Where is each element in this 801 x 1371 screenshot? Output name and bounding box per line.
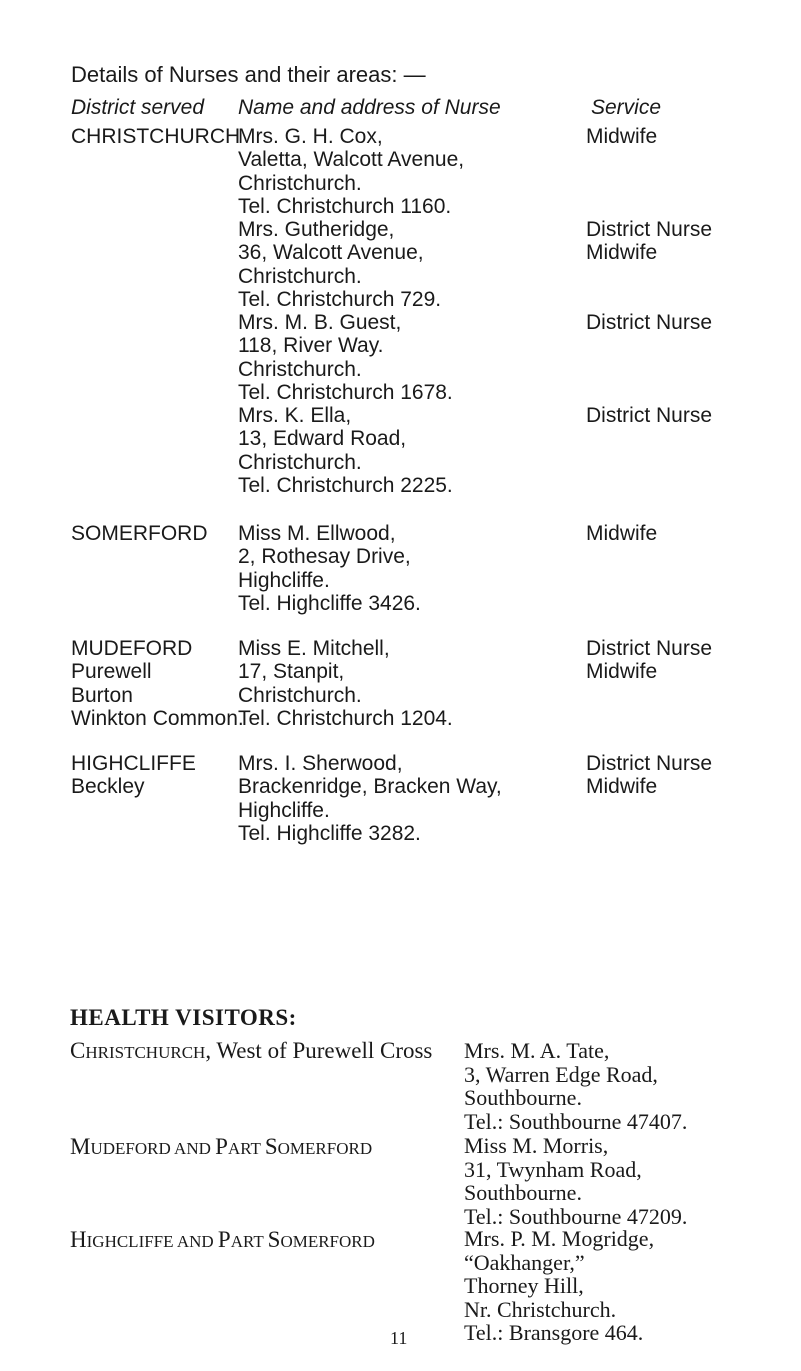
district-served: MUDEFORD Purewell Burton Winkton Common. bbox=[71, 637, 244, 730]
nurse-address: Mrs. K. Ella, 13, Edward Road, Christchurch. Tel. Christchurch 2225. bbox=[238, 404, 453, 497]
service: Midwife bbox=[586, 522, 658, 545]
column-header-service: Service bbox=[591, 96, 662, 119]
nurse-address: Miss M. Ellwood, 2, Rothesay Drive, Highcliffe. Tel. Highcliffe 3426. bbox=[238, 522, 421, 615]
health-visitor-address: Mrs. P. M. Mogridge, “Oakhanger,” Thorney Hill, Nr. Christchurch. Tel.: Bransgore 464. bbox=[464, 1226, 655, 1345]
health-visitor-area: MUDEFORD AND PART SOMERFORD bbox=[70, 1134, 373, 1159]
page-number: 11 bbox=[390, 1328, 408, 1348]
service: District Nurse Midwife bbox=[586, 218, 713, 265]
health-visitor-area: CHRISTCHURCH, West of Purewell Cross bbox=[70, 1038, 433, 1063]
service: District Nurse Midwife bbox=[586, 637, 713, 684]
service: District Nurse bbox=[586, 311, 713, 334]
column-header-nurse: Name and address of Nurse bbox=[238, 96, 501, 119]
nurse-address: Mrs. M. B. Guest, 118, River Way. Christchurch. Tel. Christchurch 1678. bbox=[238, 311, 453, 404]
nurse-address: Miss E. Mitchell, 17, Stanpit, Christchurch. Tel. Christchurch 1204. bbox=[238, 637, 453, 730]
service: District Nurse bbox=[586, 404, 713, 427]
health-visitor-address: Mrs. M. A. Tate, 3, Warren Edge Road, Southbourne. Tel.: Southbourne 47407. bbox=[464, 1038, 688, 1134]
health-visitor-address: Miss M. Morris, 31, Twynham Road, Southbourne. Tel.: Southbourne 47209. bbox=[464, 1133, 688, 1229]
district-served: SOMERFORD bbox=[71, 522, 208, 545]
service: District Nurse Midwife bbox=[586, 752, 713, 799]
health-visitors-title: HEALTH VISITORS: bbox=[70, 1005, 297, 1030]
nurse-address: Mrs. Gutheridge, 36, Walcott Avenue, Christchurch. Tel. Christchurch 729. bbox=[238, 218, 442, 311]
health-visitor-area: HIGHCLIFFE AND PART SOMERFORD bbox=[70, 1227, 375, 1252]
nurse-address: Mrs. G. H. Cox, Valetta, Walcott Avenue, Christchurch. Tel. Christchurch 1160. bbox=[238, 125, 465, 218]
column-header-district: District served bbox=[71, 96, 205, 119]
page-title: Details of Nurses and their areas: — bbox=[71, 62, 426, 87]
nurse-address: Mrs. I. Sherwood, Brackenridge, Bracken Way, Highcliffe. Tel. Highcliffe 3282. bbox=[238, 752, 502, 845]
district-served: HIGHCLIFFE Beckley bbox=[71, 752, 196, 799]
district-served: CHRISTCHURCH bbox=[71, 125, 241, 148]
service: Midwife bbox=[586, 125, 658, 148]
